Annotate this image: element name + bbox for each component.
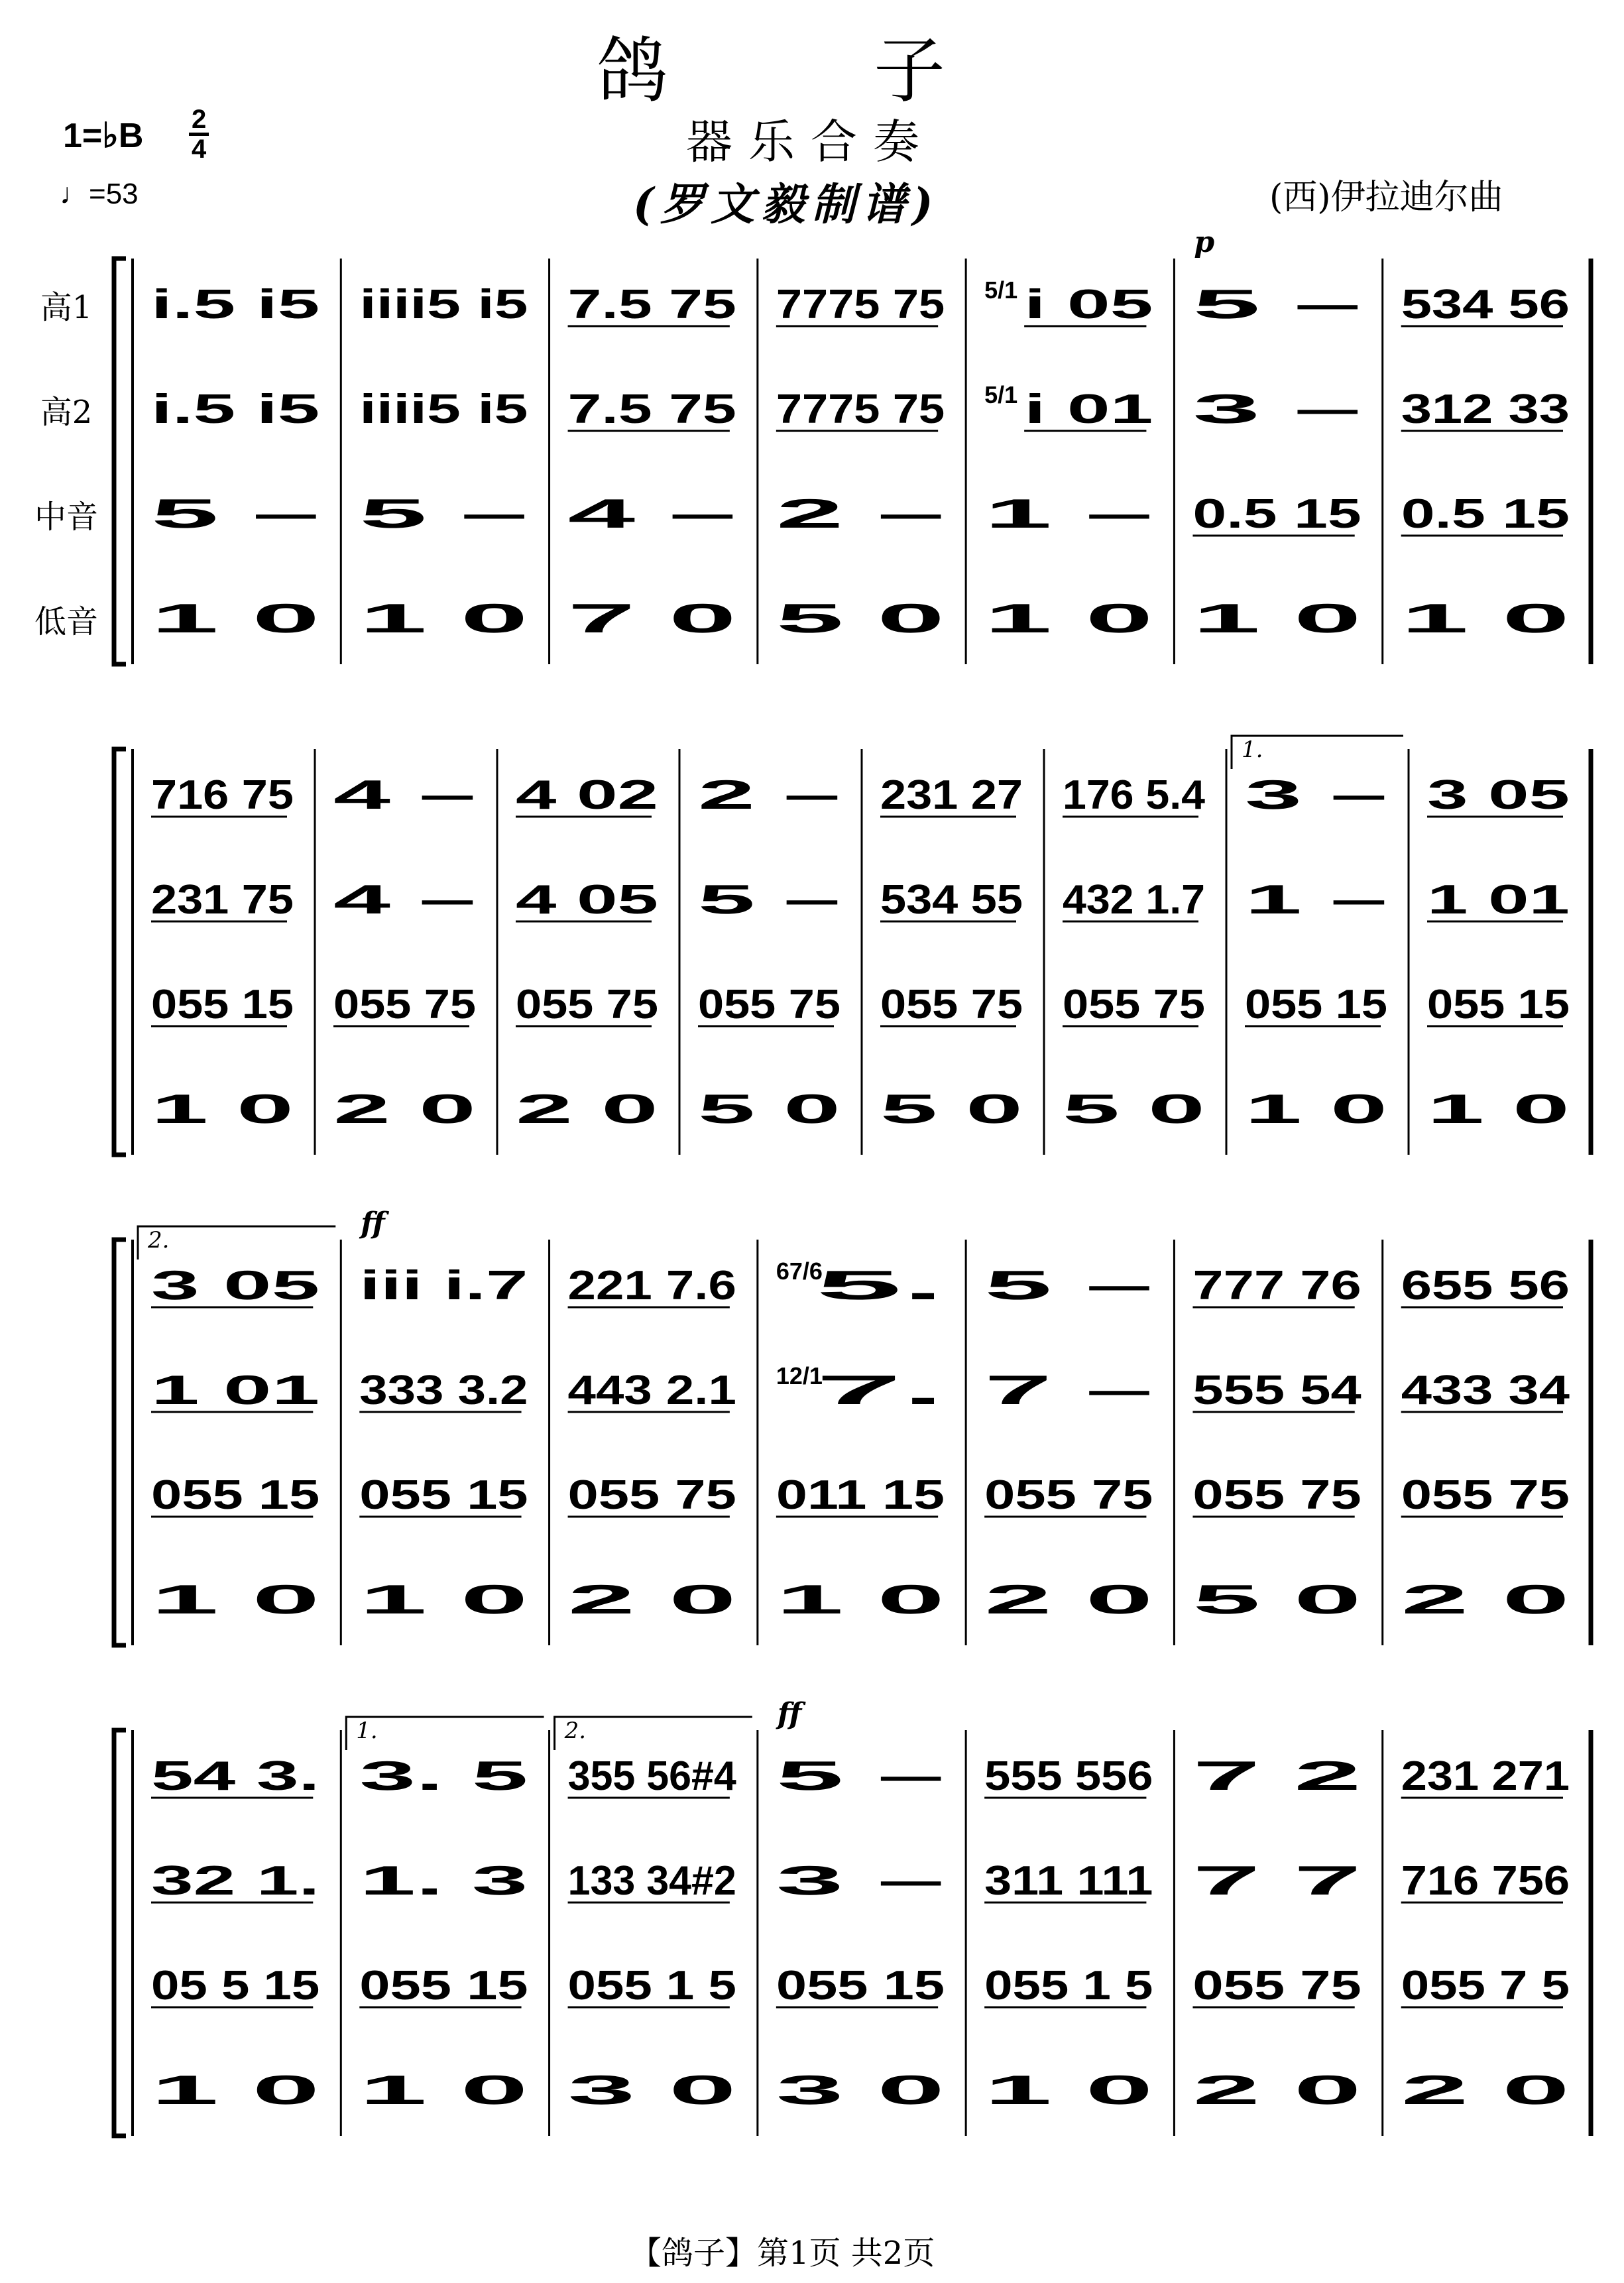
page-footer: 【鸽子】第1页 共2页 — [630, 2235, 935, 2272]
measure-notes: 1 0 — [1245, 1086, 1387, 1132]
measure-notes: 3 0 — [776, 2068, 945, 2113]
measure-notes: 133 34#2 — [567, 1858, 736, 1904]
measure-notes: 5 – — [776, 1753, 945, 1799]
score-title: 鸽子 — [597, 30, 1151, 113]
measure-notes: i 01 — [1024, 386, 1153, 432]
grace-note: 5/1 — [984, 381, 1018, 408]
measure-notes: 355 56#4 — [567, 1753, 737, 1799]
measure-notes: 1 0 — [984, 2068, 1153, 2113]
volta-label: 1. — [356, 1718, 378, 1744]
measure-notes: 7 – — [984, 1368, 1153, 1413]
key-signature: 1=♭B — [63, 117, 144, 155]
measure-notes: 055 1 5 — [984, 1963, 1153, 2009]
measure-notes: 176 5.4 — [1063, 772, 1206, 818]
measure-notes: 311 111 — [984, 1858, 1153, 1904]
measure-notes: 1 0 — [1192, 596, 1362, 642]
measure-notes: 5. — [815, 1263, 945, 1309]
volta-label: 2. — [564, 1718, 587, 1744]
measure-notes: 333 3.2 — [359, 1368, 528, 1413]
measure-notes: 055 15 — [359, 1472, 528, 1518]
part-label: 高1 — [40, 289, 93, 326]
arranger-credit: (罗文毅制谱) — [633, 178, 940, 230]
volta-label: 2. — [148, 1227, 170, 1254]
volta-label: 1. — [1242, 736, 1263, 763]
measure-notes: 7.5 75 — [567, 282, 736, 327]
measure-notes: 0.5 15 — [1192, 491, 1362, 537]
measure-notes: 1 01 — [151, 1368, 320, 1413]
measure-notes: 2 0 — [1401, 1577, 1570, 1623]
measure-notes: 1 0 — [359, 596, 528, 642]
measure-notes: 055 15 — [1427, 982, 1570, 1027]
system-bracket — [114, 1240, 126, 1645]
measure-notes: 1 0 — [359, 2068, 528, 2113]
dynamic-marking: ff — [361, 1206, 385, 1240]
dynamic-marking: ff — [777, 1697, 802, 1731]
measure-notes: 055 75 — [1401, 1472, 1570, 1518]
measure-notes: 3 0 — [567, 2068, 736, 2113]
measure-notes: i 05 — [1024, 282, 1153, 327]
measure-notes: 2 0 — [1401, 2068, 1570, 2113]
measure-notes: 4 02 — [516, 772, 658, 818]
measure-notes: 716 756 — [1401, 1858, 1570, 1904]
measure-notes: 2 – — [698, 772, 841, 818]
measure-notes: 0.5 15 — [1401, 491, 1570, 537]
measure-notes: 231 27 — [880, 772, 1023, 818]
measure-notes: 5 0 — [1063, 1086, 1205, 1132]
measure-notes: 5 – — [698, 877, 841, 923]
measure-notes: 055 75 — [698, 982, 841, 1027]
grace-note: 67/6 — [776, 1258, 823, 1285]
system-bracket — [114, 1730, 126, 2136]
measure-notes: 5 – — [984, 1263, 1153, 1309]
grace-note: 5/1 — [984, 276, 1018, 304]
measure-notes: 5 0 — [880, 1086, 1023, 1132]
measure-notes: 055 75 — [1192, 1963, 1362, 2009]
measure-notes: 1 0 — [359, 1577, 528, 1623]
measure-notes: 5 0 — [776, 596, 945, 642]
measure-notes: 716 75 — [151, 772, 294, 818]
measure-notes: 1 0 — [151, 1086, 294, 1132]
measure-notes: 555 54 — [1192, 1368, 1362, 1413]
measure-notes: 655 56 — [1401, 1263, 1570, 1309]
measure-notes: 1 0 — [151, 596, 320, 642]
measure-notes: 534 55 — [880, 877, 1023, 923]
measure-notes: 1 01 — [1427, 877, 1570, 923]
measure-notes: 055 75 — [984, 1472, 1153, 1518]
measure-notes: 05 5 15 — [151, 1963, 320, 2009]
measure-notes: 7775 75 — [776, 386, 945, 432]
measure-notes: 312 33 — [1401, 386, 1570, 432]
measure-notes: 2 0 — [984, 1577, 1153, 1623]
measure-notes: 1 0 — [151, 2068, 320, 2113]
measure-notes: 055 1 5 — [567, 1963, 736, 2009]
grace-note: 12/1 — [776, 1362, 823, 1389]
measure-notes: 055 15 — [151, 982, 294, 1027]
measure-notes: 3. 5 — [359, 1753, 528, 1799]
measure-notes: 433 34 — [1401, 1368, 1570, 1413]
measure-notes: 7 7 — [1192, 1858, 1362, 1904]
measure-notes: 231 271 — [1401, 1753, 1570, 1799]
measure-notes: 4 – — [567, 491, 736, 537]
measure-notes: 055 75 — [333, 982, 476, 1027]
measure-notes: 2 – — [776, 491, 945, 537]
measure-notes: 777 76 — [1192, 1263, 1362, 1309]
measure-notes: 54 3. — [151, 1753, 320, 1799]
measure-notes: 7.5 75 — [567, 386, 736, 432]
measure-notes: 1 – — [1245, 877, 1387, 923]
measure-notes: 1. 3 — [359, 1858, 528, 1904]
system-bracket — [114, 259, 126, 664]
measure-notes: 055 15 — [151, 1472, 320, 1518]
measure-notes: 4 – — [333, 772, 476, 818]
measure-notes: 3 – — [1245, 772, 1387, 818]
measure-notes: 221 7.6 — [567, 1263, 736, 1309]
measure-notes: iiii5 i5 — [359, 386, 528, 432]
measure-notes: 1 0 — [1401, 596, 1570, 642]
time-signature-bottom: 4 — [192, 135, 207, 164]
measure-notes: 534 56 — [1401, 282, 1570, 327]
measure-notes: 3 – — [1192, 386, 1362, 432]
measure-notes: 5 – — [1192, 282, 1362, 327]
measure-notes: 5 0 — [1192, 1577, 1362, 1623]
measure-notes: 055 75 — [1192, 1472, 1362, 1518]
measure-notes: 4 – — [333, 877, 476, 923]
measure-notes: iii i.7 — [359, 1263, 528, 1309]
measure-notes: 7. — [815, 1368, 945, 1413]
system-bracket — [114, 749, 126, 1155]
measure-notes: 055 15 — [1245, 982, 1387, 1027]
measure-notes: 5 0 — [698, 1086, 841, 1132]
measure-notes: 7775 75 — [776, 282, 945, 327]
measure-notes: 055 15 — [359, 1963, 528, 2009]
measure-notes: 32 1. — [151, 1858, 320, 1904]
part-label: 低音 — [34, 603, 99, 640]
measure-notes: 2 0 — [333, 1086, 476, 1132]
measure-notes: 3 – — [776, 1858, 945, 1904]
measure-notes: 055 15 — [776, 1963, 945, 2009]
time-signature-top: 2 — [189, 106, 209, 136]
measure-notes: 443 2.1 — [567, 1368, 736, 1413]
measure-notes: 7 0 — [567, 596, 736, 642]
measure-notes: 055 75 — [1063, 982, 1205, 1027]
measure-notes: 2 0 — [567, 1577, 736, 1623]
measure-notes: i.5 i5 — [151, 386, 320, 432]
measure-notes: 432 1.7 — [1063, 877, 1205, 923]
measure-notes: 3 05 — [1427, 772, 1570, 818]
measure-notes: i.5 i5 — [151, 282, 320, 327]
measure-notes: 011 15 — [776, 1472, 945, 1518]
dynamic-marking: p — [1194, 225, 1215, 259]
composer-credit: (西)伊拉迪尔曲 — [1269, 178, 1503, 217]
measure-notes: iiii5 i5 — [359, 282, 528, 327]
measure-notes: 5 – — [151, 491, 320, 537]
measure-notes: 055 75 — [880, 982, 1023, 1027]
measure-notes: 055 7 5 — [1401, 1963, 1570, 2009]
measure-notes: 555 556 — [984, 1753, 1153, 1799]
measure-notes: 7 2 — [1192, 1753, 1362, 1799]
part-label: 高2 — [40, 394, 93, 431]
measure-notes: 4 05 — [516, 877, 658, 923]
measure-notes: 2 0 — [1192, 2068, 1362, 2113]
score-subtitle: 器乐合奏 — [686, 115, 935, 169]
measure-notes: 2 0 — [516, 1086, 658, 1132]
measure-notes: 055 75 — [567, 1472, 736, 1518]
tempo-marking: ♩=53 — [60, 178, 139, 210]
measure-notes: 1 0 — [984, 596, 1153, 642]
part-label: 中音 — [34, 498, 99, 536]
measure-notes: 1 0 — [151, 1577, 320, 1623]
measure-notes: 1 – — [984, 491, 1153, 537]
measure-notes: 5 – — [359, 491, 528, 537]
measure-notes: 1 0 — [1427, 1086, 1570, 1132]
measure-notes: 231 75 — [151, 877, 294, 923]
measure-notes: 3 05 — [151, 1263, 320, 1309]
measure-notes: 055 75 — [516, 982, 658, 1027]
measure-notes: 1 0 — [776, 1577, 945, 1623]
